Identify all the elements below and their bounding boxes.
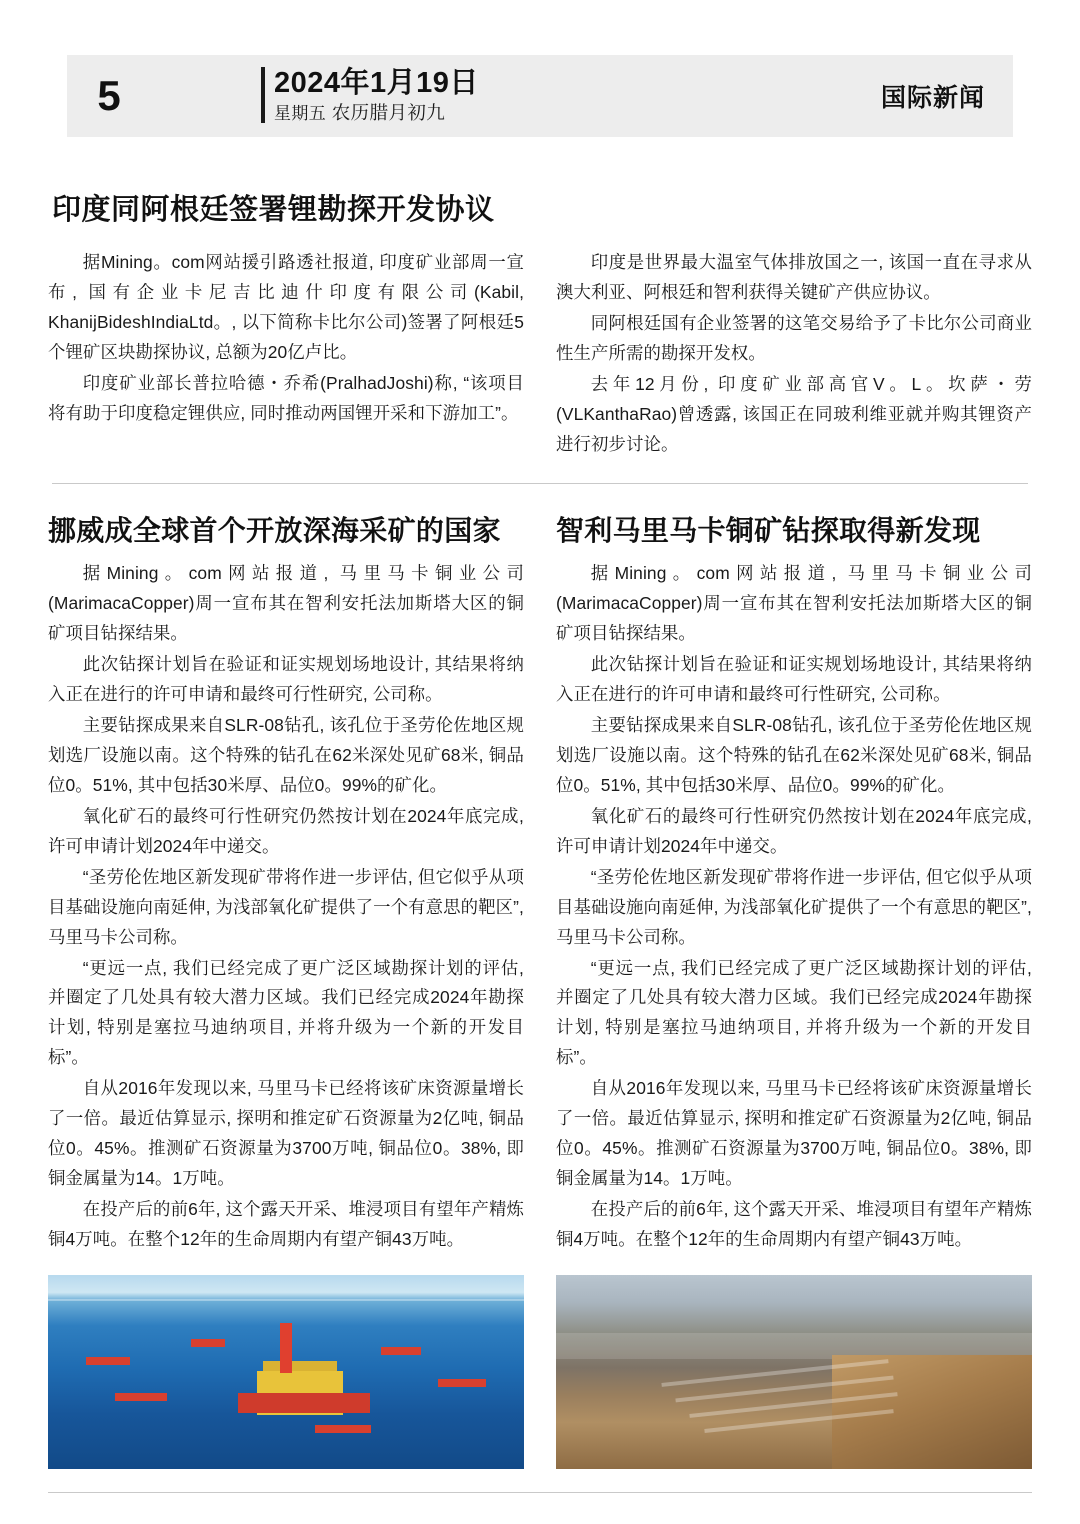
paragraph: 印度矿业部长普拉哈德・乔希(PralhadJoshi)称, “该项目将有助于印度稳定锂供应, 同时推动两国锂开采和下游加工”。 [48, 372, 524, 423]
section-title: 国际新闻 [880, 84, 985, 112]
section-divider [52, 483, 1028, 484]
paragraph: “更远一点, 我们已经完成了更广泛区域勘探计划的评估, 并圈定了几处具有较大潜力区域。我们已经完成2024年勘探计划, 特别是塞拉马迪纳项目, 并将升级为一个新的开发目标”。 [48, 957, 524, 1068]
paragraph: 印度是世界最大温室气体排放国之一, 该国一直在寻求从澳大利亚、阿根廷和智利获得关键矿产供应协议。 [556, 252, 1032, 302]
article-top-headline: 印度同阿根廷签署锂勘探开发协议 [52, 194, 495, 226]
paragraph: 据Mining。com网站报道, 马里马卡铜业公司(MarimacaCopper)周一宣布其在智利安托法加斯塔大区的铜矿项目钻探结果。 [556, 563, 1032, 644]
article-top-right-column [556, 248, 1032, 461]
supply-vessel-icon [381, 1347, 421, 1355]
article-top-left-column [48, 248, 524, 461]
paragraph: 主要钻探成果来自SLR-08钻孔, 该孔位于圣劳伦佐地区规划选厂设施以南。这个特殊的钻孔在62米深处见矿68米, 铜品位0。51%, 其中包括30米厚、品位0。99%的矿化。 [556, 715, 1032, 795]
paragraph: 主要钻探成果来自SLR-08钻孔, 该孔位于圣劳伦佐地区规划选厂设施以南。这个特殊的钻孔在62米深处见矿68米, 铜品位0。51%, 其中包括30米厚、品位0。99%的矿化。 [48, 715, 524, 795]
offshore-oil-rig-photo [48, 1275, 524, 1469]
article-right-headline: 智利马里马卡铜矿钻探取得新发现 [556, 514, 981, 546]
paragraph: 自从2016年发现以来, 马里马卡已经将该矿床资源量增长了一倍。最近估算显示, 探明和推定矿石资源量为2亿吨, 铜品位0。45%。推测矿石资源量为3700万吨, 铜品位0。38%, 即铜金属量为14。1万吨。 [48, 1078, 524, 1189]
supply-vessel-icon [115, 1393, 167, 1401]
date-divider-bar [261, 67, 265, 123]
rig-derrick-shape [280, 1323, 292, 1373]
page-footer-divider [48, 1492, 1032, 1493]
paragraph: 此次钻探计划旨在验证和证实规划场地设计, 其结果将纳入正在进行的许可申请和最终可行性研究, 公司称。 [556, 654, 1032, 705]
supply-vessel-icon [315, 1425, 371, 1433]
article-left [48, 511, 524, 1469]
page-number: 5 [97, 72, 121, 119]
supply-vessel-icon [86, 1357, 130, 1365]
article-left-headline: 挪威成全球首个开放深海采矿的国家 [48, 514, 501, 546]
horizon-line [48, 1299, 524, 1301]
paragraph: “圣劳伦佐地区新发现矿带将作进一步评估, 但它似乎从项目基础设施向南延伸, 为浅部氧化矿提供了一个有意思的靶区”, 马里马卡公司称。 [556, 866, 1032, 947]
paragraph: 氧化矿石的最终可行性研究仍然按计划在2024年底完成, 许可申请计划2024年中递交。 [556, 805, 1032, 856]
lunar-date-label: 农历腊月初九 [331, 102, 446, 124]
paragraph: 此次钻探计划旨在验证和证实规划场地设计, 其结果将纳入正在进行的许可申请和最终可行性研究, 公司称。 [48, 654, 524, 705]
paragraph: 据Mining。com网站报道, 马里马卡铜业公司(MarimacaCopper)周一宣布其在智利安托法加斯塔大区的铜矿项目钻探结果。 [48, 563, 524, 644]
open-pit-copper-mine-photo [556, 1275, 1032, 1469]
article-bottom-columns [48, 511, 1032, 1469]
paragraph: 在投产后的前6年, 这个露天开采、堆浸项目有望年产精炼铜4万吨。在整个12年的生命周期内有望产铜43万吨。 [48, 1199, 524, 1249]
publication-date: 2024年1月19日 [274, 67, 479, 100]
paragraph: “更远一点, 我们已经完成了更广泛区域勘探计划的评估, 并圈定了几处具有较大潜力区域。我们已经完成2024年勘探计划, 特别是塞拉马迪纳项目, 并将升级为一个新的开发目标”。 [556, 957, 1032, 1068]
paragraph: 去年12月份, 印度矿业部高官V。L。坎萨・劳(VLKanthaRao)曾透露, 该国正在同玻利维亚就并购其锂资产进行初步讨论。 [556, 373, 1032, 454]
paragraph: 据Mining。com网站援引路透社报道, 印度矿业部周一宣布, 国有企业卡尼吉比迪什印度有限公司(Kabil, KhanijBideshIndiaLtd。, 以下简称卡比尔公司)签署了阿根廷5个锂矿区块勘探协议, 总额为20亿卢比。 [48, 252, 524, 362]
rig-deck-shape [238, 1393, 370, 1413]
paragraph: 自从2016年发现以来, 马里马卡已经将该矿床资源量增长了一倍。最近估算显示, 探明和推定矿石资源量为2亿吨, 铜品位0。45%。推测矿石资源量为3700万吨, 铜品位0。38%, 即铜金属量为14。1万吨。 [556, 1078, 1032, 1189]
paragraph: 同阿根廷国有企业签署的这笔交易给予了卡比尔公司商业性生产所需的勘探开发权。 [556, 312, 1032, 363]
page-content [48, 160, 1032, 1469]
paragraph: “圣劳伦佐地区新发现矿带将作进一步评估, 但它似乎从项目基础设施向南延伸, 为浅部氧化矿提供了一个有意思的靶区”, 马里马卡公司称。 [48, 866, 524, 947]
article-right [556, 511, 1032, 1469]
supply-vessel-icon [438, 1379, 486, 1387]
date-block [261, 67, 479, 125]
weekday-label: 星期五 [274, 104, 327, 124]
masthead [67, 55, 1013, 137]
article-top-columns [48, 248, 1032, 461]
paragraph: 在投产后的前6年, 这个露天开采、堆浸项目有望年产精炼铜4万吨。在整个12年的生命周期内有望产铜43万吨。 [556, 1199, 1032, 1249]
supply-vessel-icon [191, 1339, 225, 1347]
paragraph: 氧化矿石的最终可行性研究仍然按计划在2024年底完成, 许可申请计划2024年中递交。 [48, 805, 524, 856]
